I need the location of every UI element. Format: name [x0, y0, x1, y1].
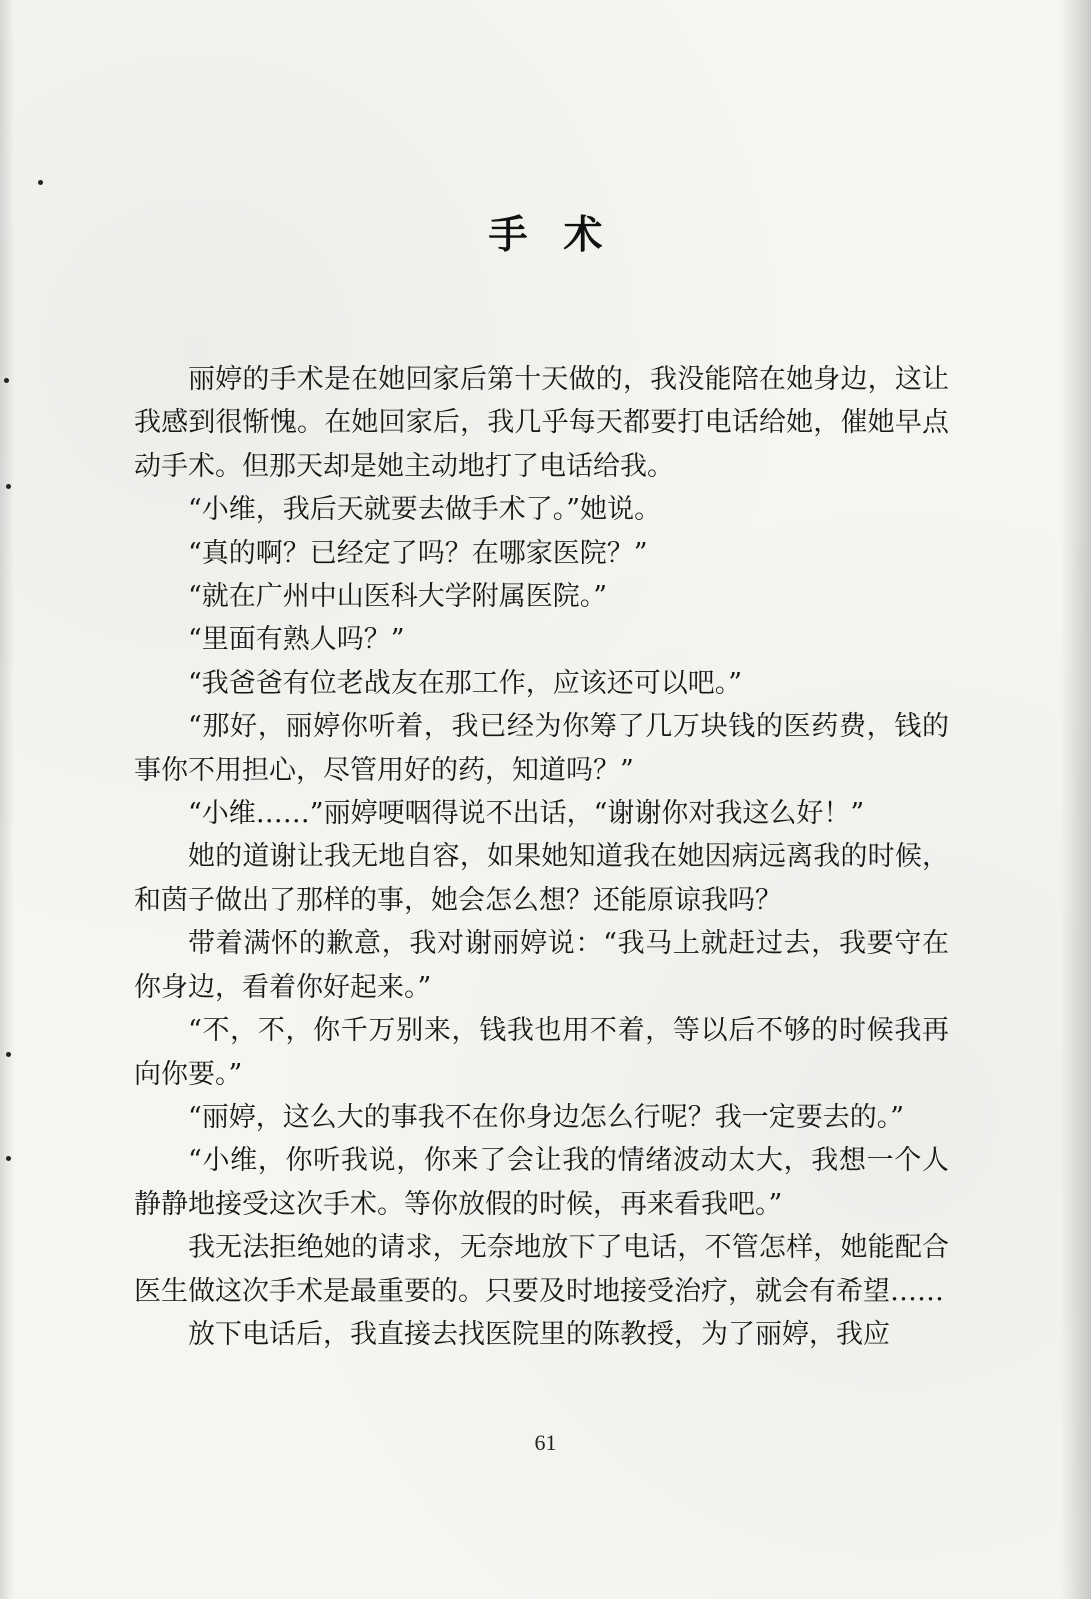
paragraph: “小维……”丽婷哽咽得说不出话，“谢谢你对我这么好！”: [188, 798, 865, 830]
paragraph: “真的啊？已经定了吗？在哪家医院？”: [188, 537, 648, 569]
paragraph: “里面有熟人吗？”: [188, 624, 405, 656]
paragraph: “丽婷，这么大的事我不在你身边怎么行呢？我一定要去的。”: [188, 1101, 905, 1133]
scan-speck: [38, 180, 43, 185]
paragraph: 我无法拒绝她的请求，无奈地放下了电话，不管怎样，她能配合医生做这次手术是最重要的。只要及时地接受治疗，就会有希望……: [134, 1232, 949, 1307]
paragraph: 丽婷的手术是在她回家后第十天做的，我没能陪在她身边，这让我感到很惭愧。在她回家后，我几乎每天都要打电话给她，催她早点动手术。但那天却是她主动地打了电话给我。: [134, 364, 949, 482]
paragraph: 带着满怀的歉意，我对谢丽婷说：“我马上就赶过去，我要守在你身边，看着你好起来。”: [134, 928, 949, 1003]
paragraph: “我爸爸有位老战友在那工作，应该还可以吧。”: [188, 667, 743, 699]
paragraph: “小维，我后天就要去做手术了。”她说。: [188, 494, 662, 526]
page-number: 61: [534, 1430, 557, 1455]
scan-speck: [4, 378, 9, 383]
paragraph: 她的道谢让我无地自容，如果她知道我在她因病远离我的时候，和茵子做出了那样的事，她会怎么想？还能原谅我吗？: [134, 841, 949, 916]
paragraph: “就在广州中山医科大学附属医院。”: [188, 581, 608, 613]
paragraph: “不，不，你千万别来，钱我也用不着，等以后不够的时候我再向你要。”: [134, 1015, 949, 1090]
paragraph: 放下电话后，我直接去找医院里的陈教授，为了丽婷，我应: [188, 1318, 890, 1350]
paragraph: “小维，你听我说，你来了会让我的情绪波动太大，我想一个人静静地接受这次手术。等你放假的时候，再来看我吧。”: [134, 1145, 949, 1220]
scan-speck: [6, 1052, 11, 1057]
chapter-title: 手术: [488, 213, 639, 258]
scan-speck: [6, 484, 11, 489]
scan-speck: [6, 1156, 11, 1161]
chapter-body: [134, 358, 949, 1356]
paragraph: “那好，丽婷你听着，我已经为你筹了几万块钱的医药费，钱的事你不用担心，尽管用好的药，知道吗？”: [134, 711, 949, 786]
